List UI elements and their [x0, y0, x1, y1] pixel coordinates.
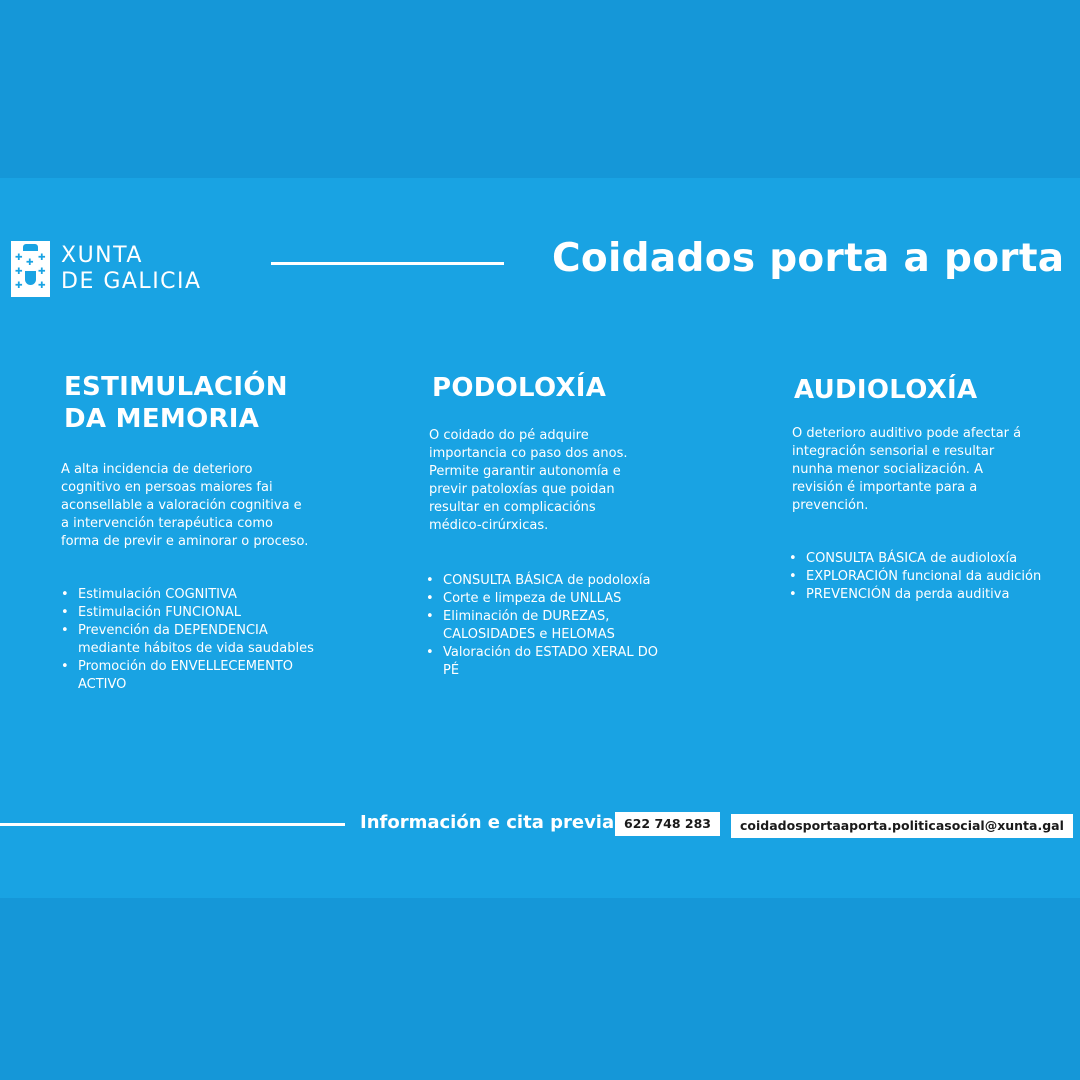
service-item: • CONSULTA BÁSICA de podoloxía — [426, 572, 671, 590]
column-description: O coidado do pé adquire importancia co paso dos anos. Permite garantir autonomía e previr patoloxías que poidan resultar en complicacións médico-cirúrxicas. — [429, 428, 628, 533]
column-heading-line: ESTIMULACIÓN — [64, 372, 288, 402]
column-heading — [64, 371, 331, 435]
service-item: • Eliminación de DUREZAS, CALOSIDADES e HELOMAS — [426, 608, 671, 644]
service-item: • Prevención da DEPENDENCIA mediante hábitos de vida saudables — [61, 622, 331, 658]
top-margin — [0, 0, 1080, 178]
header-divider — [271, 262, 504, 265]
brand-line-1: XUNTA — [61, 243, 143, 268]
bottom-margin — [0, 898, 1080, 1080]
column-description: A alta incidencia de deterioro cognitivo en persoas maiores fai aconsellable a valoración cognitiva e a intervención terapéutica como forma de previr e aminorar o proceso. — [61, 462, 309, 549]
column-description: O deterioro auditivo pode afectar á integración sensorial e resultar nunha menor socialización. A revisión é importante para a prevención. — [792, 426, 1022, 513]
contact-email[interactable]: coidadosportaaporta.politicasocial@xunta.gal — [731, 814, 1073, 838]
service-item: • CONSULTA BÁSICA de audioloxía — [789, 550, 1079, 568]
service-item: • Corte e limpeza de UNLLAS — [426, 590, 671, 608]
service-list — [426, 572, 671, 680]
service-item: • PREVENCIÓN da perda auditiva — [789, 586, 1079, 604]
column-heading: AUDIOLOXÍA — [794, 375, 978, 405]
service-list — [789, 550, 1079, 604]
xunta-logo — [11, 241, 202, 297]
contact-label: Información e cita previa — [360, 812, 615, 833]
service-item: • Estimulación FUNCIONAL — [61, 604, 331, 622]
column-heading: PODOLOXÍA — [432, 373, 607, 403]
column-heading-line: DA MEMORIA — [64, 404, 260, 434]
service-item: • Estimulación COGNITIVA — [61, 586, 331, 604]
column-podoloxia — [429, 372, 671, 680]
column-estimulacion — [61, 371, 331, 694]
brand-line-2: DE GALICIA — [61, 269, 202, 294]
page-title: Coidados porta a porta — [552, 236, 1065, 281]
service-list — [61, 586, 331, 694]
service-item: • EXPLORACIÓN funcional da audición — [789, 568, 1079, 586]
service-item: • Promoción do ENVELLECEMENTO ACTIVO — [61, 658, 331, 694]
service-item: • Valoración do ESTADO XERAL DO PÉ — [426, 644, 671, 680]
brand-name — [61, 243, 202, 295]
poster — [0, 178, 1080, 898]
phone-number[interactable]: 622 748 283 — [615, 812, 720, 836]
footer-divider — [0, 823, 345, 826]
xunta-shield-icon: ✚ ✚ ✚ ✚ ✚ ✚ ✚ — [11, 241, 50, 297]
column-audioloxia — [794, 374, 1079, 604]
